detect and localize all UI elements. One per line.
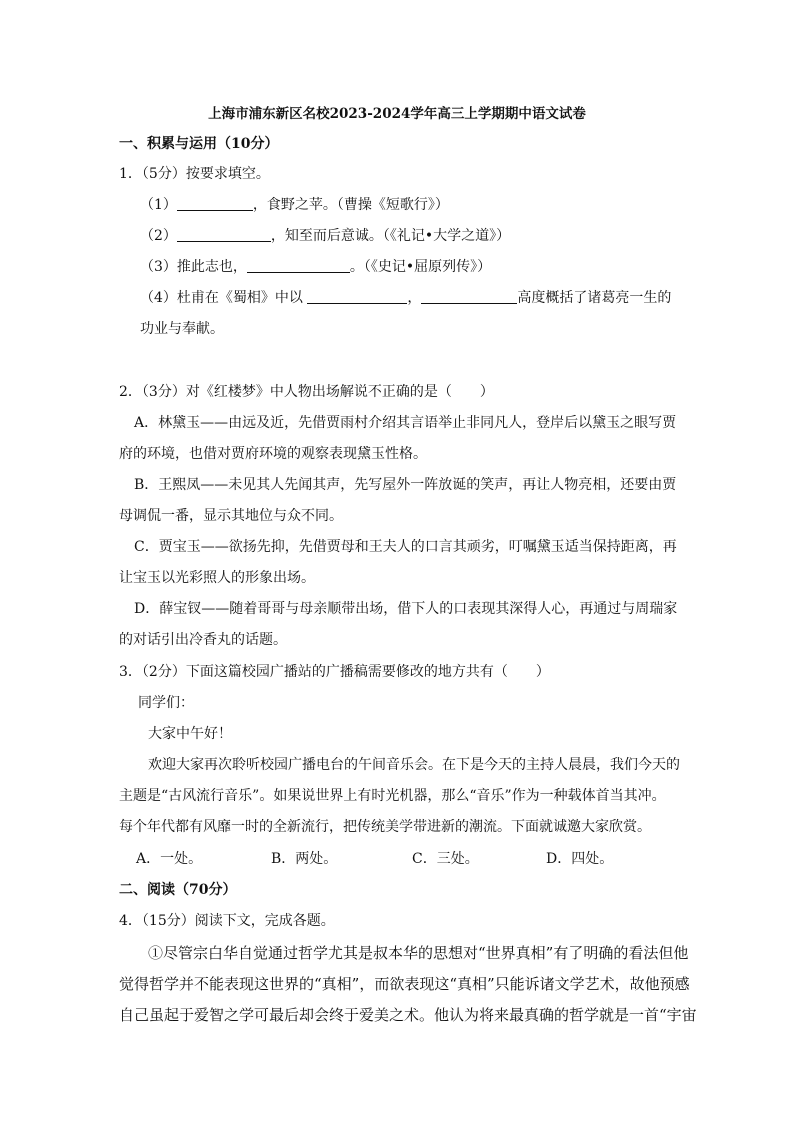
item-1-suffix: ，食野之苹。（曹操《短歌行》） xyxy=(252,197,449,213)
broadcast-paragraph-line-3: 每个年代都有风靡一时的全新流行，把传统美学带进新的潮流。下面就诚邀大家欣赏。 xyxy=(119,819,651,835)
reading-passage-line-3: 自己虽起于爱智之学可最后却会终于爱美之术。他认为将来最真确的哲学就是一首“宇宙 xyxy=(119,1006,697,1024)
section-heading-2: 二、阅读（70分） xyxy=(119,882,237,898)
broadcast-greeting: 同学们： xyxy=(138,695,194,711)
section-heading-1: 一、积累与运用（10分） xyxy=(119,136,279,152)
question-1-item-3 xyxy=(140,257,491,277)
question-3-option-c[interactable]: C．三处。 xyxy=(412,851,479,867)
answer-blank[interactable] xyxy=(177,227,271,242)
answer-blank[interactable] xyxy=(307,289,407,304)
question-3-option-a[interactable]: A．一处。 xyxy=(136,851,203,867)
answer-blank[interactable] xyxy=(421,289,517,304)
item-3-suffix: 。（《史记•屈原列传》） xyxy=(349,259,492,275)
question-3-option-d[interactable]: D．四处。 xyxy=(546,851,614,867)
question-1-item-4-continued: 功业与奉献。 xyxy=(140,321,224,337)
item-2-suffix: ，知至而后意诚。（《礼记•大学之道》） xyxy=(270,228,511,244)
item-3-prefix: （3）推此志也， xyxy=(140,259,247,275)
broadcast-paragraph-line-1: 欢迎大家再次聆听校园广播电台的午间音乐会。在下是今天的主持人晨晨，我们今天的 xyxy=(148,757,680,773)
answer-blank[interactable] xyxy=(247,258,350,273)
question-1-item-1 xyxy=(140,195,449,215)
question-1-stem: 1．（5分）按要求填空。 xyxy=(119,166,270,182)
broadcast-paragraph-line-2: 主题是“古风流行音乐”。如果说世界上有时光机器，那么“音乐”作为一种载体首当其冲。 xyxy=(119,788,666,804)
question-1-item-4 xyxy=(140,288,671,308)
item-4-prefix: （4）杜甫在《蜀相》中以 xyxy=(140,290,308,306)
question-3-option-b[interactable]: B．两处。 xyxy=(271,851,338,867)
question-2-option-b-line-1[interactable]: B．王熙凤——未见其人先闻其声，先写屋外一阵放诞的笑声，再让人物亮相，还要由贾 xyxy=(134,477,677,493)
item-1-prefix: （1） xyxy=(140,197,177,213)
item-4-suffix: 高度概括了诸葛亮一生的 xyxy=(517,290,672,306)
question-4-stem: 4．（15分）阅读下文，完成各题。 xyxy=(119,913,335,929)
question-2-option-d-line-1[interactable]: D．薛宝钗——随着哥哥与母亲顺带出场，借下人的口表现其深得人心，再通过与周瑞家 xyxy=(134,601,678,617)
question-3-stem: 3．（2分）下面这篇校园广播站的广播稿需要修改的地方共有（ ） xyxy=(119,664,550,680)
question-2-option-a-line-2: 府的环境，也借对贾府环境的观察表现黛玉性格。 xyxy=(119,446,427,462)
question-2-option-c-line-1[interactable]: C．贾宝玉——欲扬先抑，先借贾母和王夫人的口言其顽劣，叮嘱黛玉适当保持距离，再 xyxy=(134,539,677,555)
question-2-option-a-line-1[interactable]: A．林黛玉——由远及近，先借贾雨村介绍其言语举止非同凡人，登岸后以黛玉之眼写贾 xyxy=(134,415,677,431)
page-title: 上海市浦东新区名校2023-2024学年高三上学期期中语文试卷 xyxy=(208,106,586,122)
question-2-stem: 2．（3分）对《红楼梦》中人物出场解说不正确的是（ ） xyxy=(119,384,494,400)
reading-passage-line-2: 觉得哲学并不能表现这世界的“真相”，而欲表现这“真相”只能诉诸文学艺术，故他预感 xyxy=(119,975,690,993)
question-1-item-2 xyxy=(140,226,510,246)
item-4-middle: ， xyxy=(407,290,422,306)
item-2-prefix: （2） xyxy=(140,228,177,244)
reading-passage-line-1: ①尽管宗白华自觉通过哲学尤其是叔本华的思想对“世界真相”有了明确的看法但他 xyxy=(148,944,689,962)
answer-blank[interactable] xyxy=(177,196,253,211)
question-2-option-c-line-2: 让宝玉以光彩照人的形象出场。 xyxy=(119,570,315,586)
question-2-option-d-line-2: 的对话引出冷香丸的话题。 xyxy=(119,632,287,648)
question-2-option-b-line-2: 母调侃一番，显示其地位与众不同。 xyxy=(119,508,343,524)
broadcast-hello: 大家中午好！ xyxy=(148,726,232,742)
